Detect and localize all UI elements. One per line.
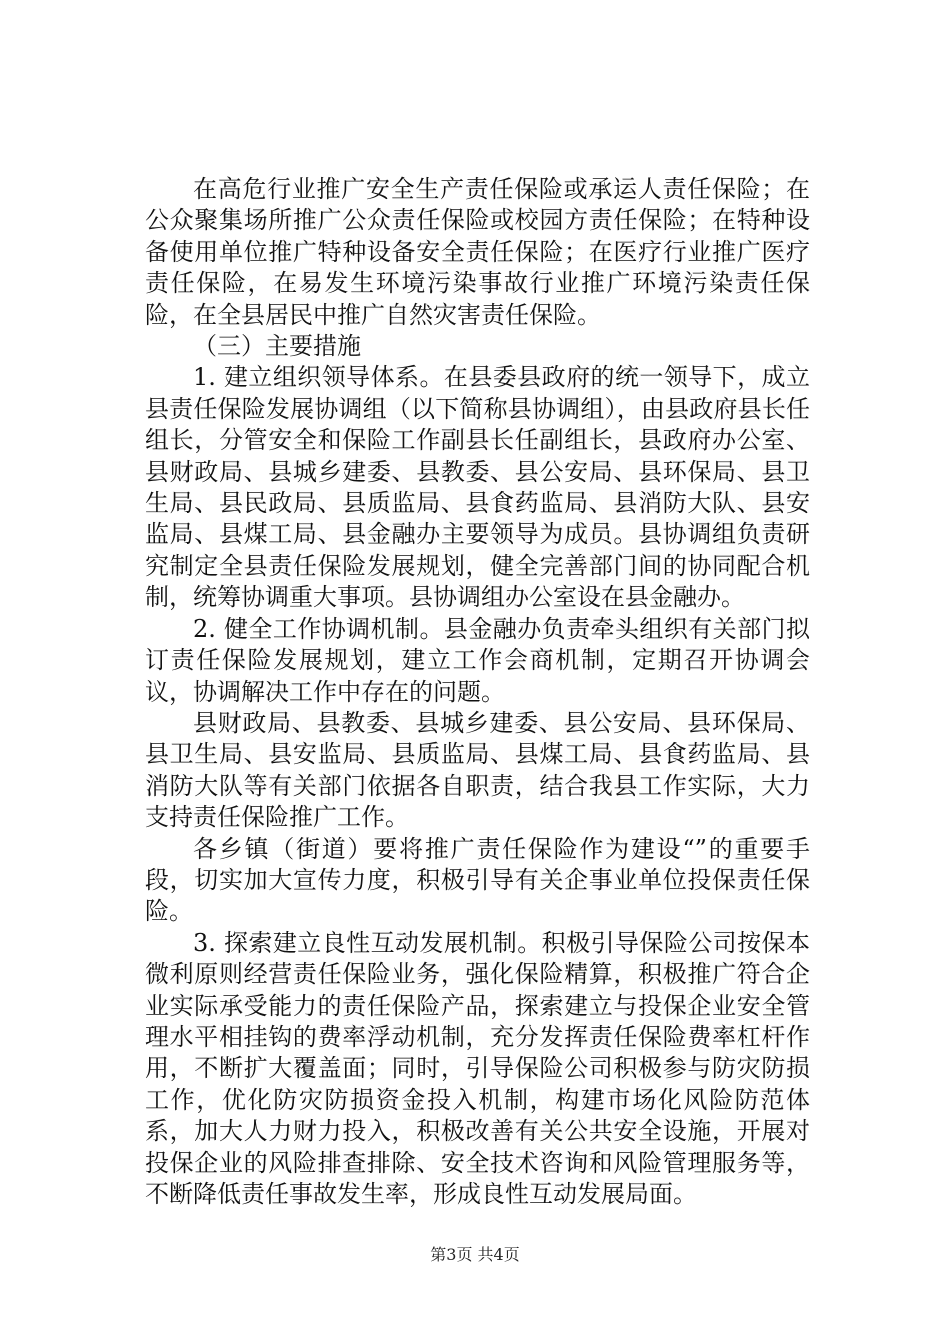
paragraph-measure-2: 2. 健全工作协调机制。县金融办负责牵头组织有关部门拟订责任保险发展规划，建立工作会商机制，定期召开协调会议，协调解决工作中存在的问题。 [145,614,810,706]
section-heading-main-measures: （三）主要措施 [193,332,361,361]
paragraph-townships: 各乡镇（街道）要将推广责任保险作为建设“”的重要手段，切实加大宣传力度，积极引导有关企事业单位投保责任保险。 [145,834,810,926]
paragraph-departments: 县财政局、县教委、县城乡建委、县公安局、县环保局、县卫生局、县安监局、县质监局、县煤工局、县食药监局、县消防大队等有关部门依据各自职责，结合我县工作实际，大力支持责任保险推广工作。 [145,708,810,832]
paragraph-measure-1: 1. 建立组织领导体系。在县委县政府的统一领导下，成立县责任保险发展协调组（以下简称县协调组），由县政府县长任组长，分管安全和保险工作副县长任副组长，县政府办公室、县财政局、县城乡建委、县教委、县公安局、县环保局、县卫生局、县民政局、县质监局、县食药监局、县消防大队、县安监局、县煤工局、县金融办主要领导为成员。县协调组负责研究制定全县责任保险发展规划，健全完善部门间的协同配合机制，统筹协调重大事项。县协调组办公室设在县金融办。 [145,363,810,612]
paragraph-measure-3: 3. 探索建立良性互动发展机制。积极引导保险公司按保本微利原则经营责任保险业务，强化保险精算，积极推广符合企业实际承受能力的责任保险产品，探索建立与投保企业安全管理水平相挂钩的费率浮动机制，充分发挥责任保险费率杠杆作用，不断扩大覆盖面；同时，引导保险公司积极参与防灾防损工作，优化防灾防损资金投入机制，构建市场化风险防范体系，加大人力财力投入，积极改善有关公共安全设施，开展对投保企业的风险排查排除、安全技术咨询和风险管理服务等，不断降低责任事故发生率，形成良性互动发展局面。 [145,928,810,1208]
document-body [145,174,810,1210]
page-footer: 第3页 共4页 [430,1245,520,1264]
paragraph-insurance-scope: 在高危行业推广安全生产责任保险或承运人责任保险；在公众聚集场所推广公众责任保险或校园方责任保险；在特种设备使用单位推广特种设备安全责任保险；在医疗行业推广医疗责任保险，在易发生环境污染事故行业推广环境污染责任保险，在全县居民中推广自然灾害责任保险。 [145,175,810,329]
